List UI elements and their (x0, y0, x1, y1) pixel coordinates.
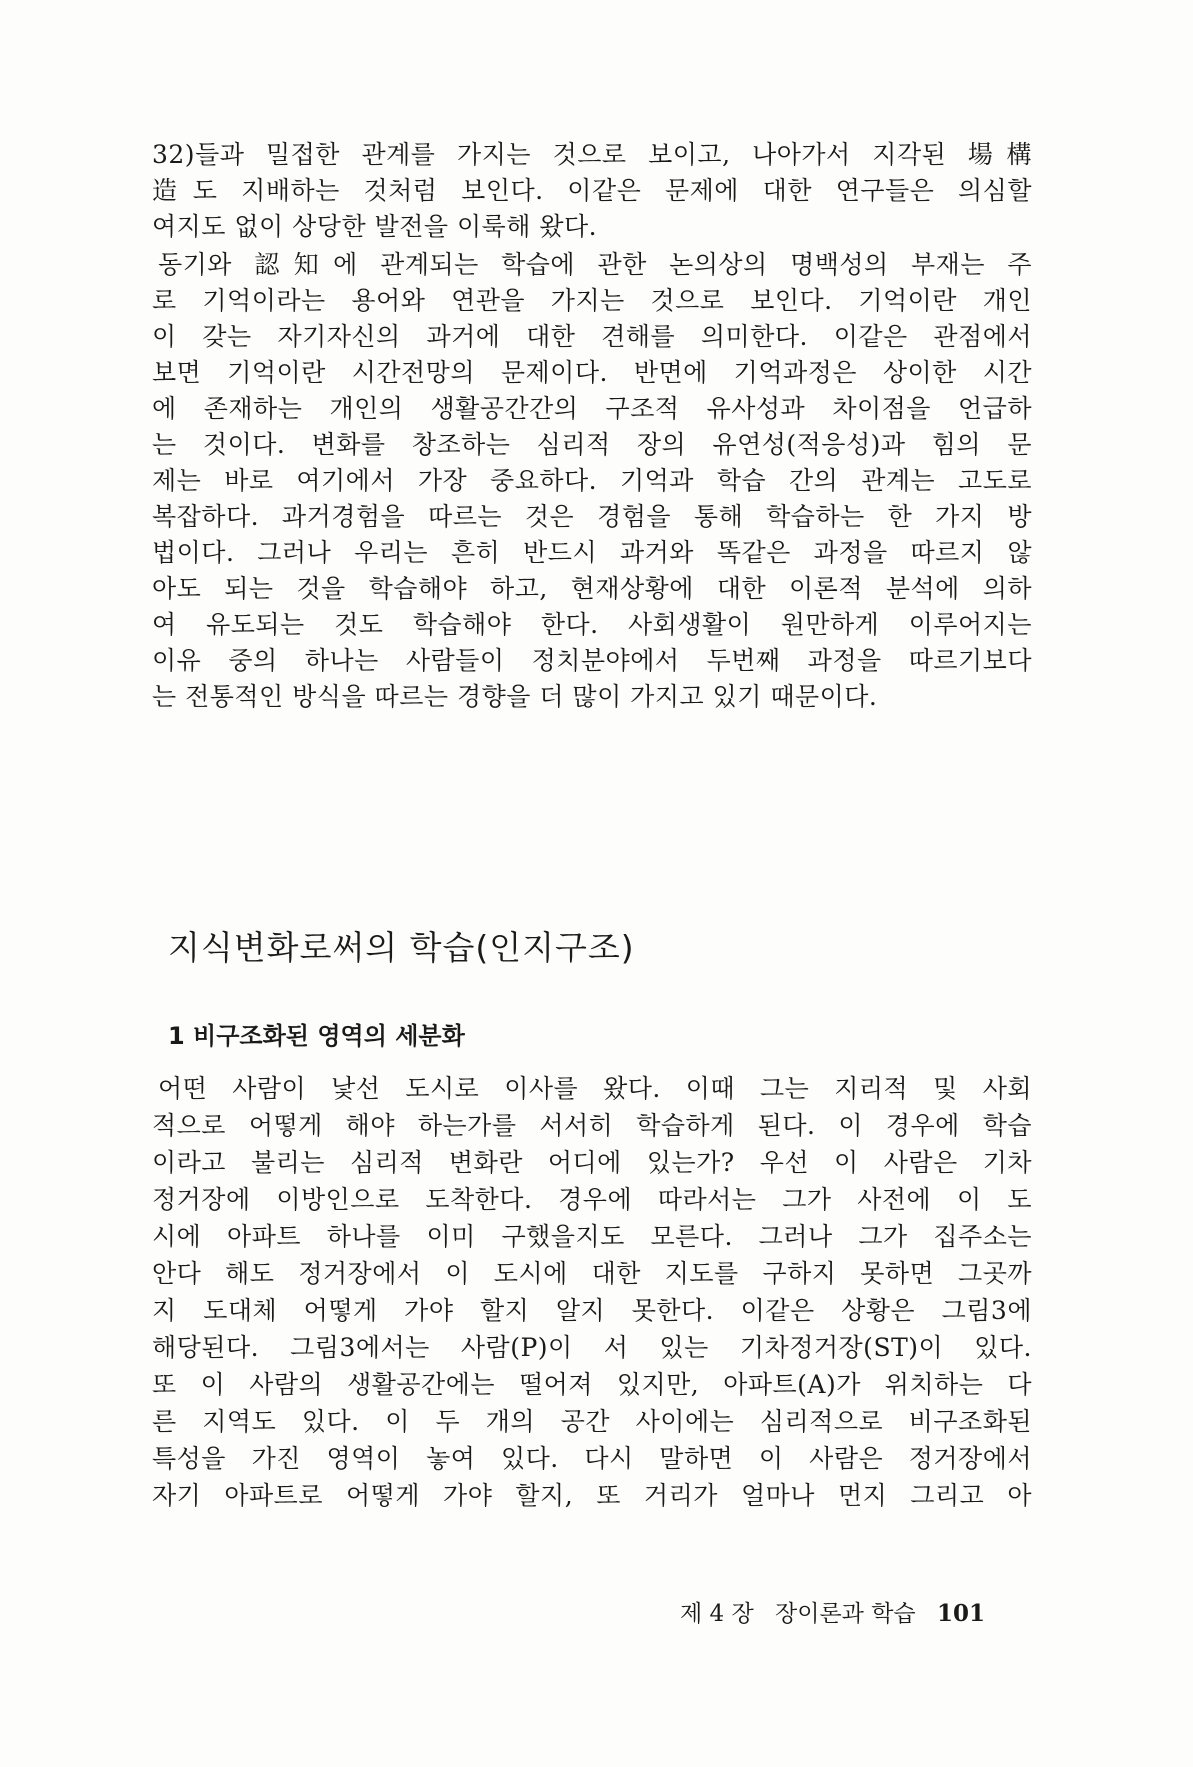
text-line: 정거장에 이방인으로 도착한다. 경우에 따라서는 그가 사전에 이 도 (152, 1185, 1032, 1214)
footer-chapter-title: 장이론과 학습 (775, 1601, 916, 1627)
text-line: 적으로 어떻게 해야 하는가를 서서히 학습하게 된다. 이 경우에 학습 (152, 1111, 1032, 1140)
text-line: 지 도대체 어떻게 가야 할지 알지 못한다. 이같은 상황은 그림3에 (152, 1296, 1032, 1325)
text-line: 이유 중의 하나는 사람들이 정치분야에서 두번째 과정을 따르기보다 (152, 646, 1032, 675)
footer-chapter: 제 4 장 (680, 1601, 754, 1627)
text-line: 시에 아파트 하나를 이미 구했을지도 모른다. 그러나 그가 집주소는 (152, 1222, 1032, 1251)
page-number: 101 (936, 1600, 985, 1627)
text-line: 32)들과 밀접한 관계를 가지는 것으로 보이고, 나아가서 지각된 場構 (152, 140, 1032, 169)
text-line: 보면 기억이란 시간전망의 문제이다. 반면에 기억과정은 상이한 시간 (152, 358, 1032, 387)
text-line: 로 기억이라는 용어와 연관을 가지는 것으로 보인다. 기억이란 개인 (152, 286, 1032, 315)
text-line: 는 것이다. 변화를 창조하는 심리적 장의 유연성(적응성)과 힘의 문 (152, 430, 1032, 459)
text-line: 안다 해도 정거장에서 이 도시에 대한 지도를 구하지 못하면 그곳까 (152, 1259, 1032, 1288)
text-line: 특성을 가진 영역이 놓여 있다. 다시 말하면 이 사람은 정거장에서 (152, 1444, 1032, 1473)
page-footer (680, 1597, 985, 1631)
text-line: 아도 되는 것을 학습해야 하고, 현재상황에 대한 이론적 분석에 의하 (152, 574, 1032, 603)
text-line: 造도 지배하는 것처럼 보인다. 이같은 문제에 대한 연구들은 의심할 (152, 176, 1032, 205)
text-line: 복잡하다. 과거경험을 따르는 것은 경험을 통해 학습하는 한 가지 방 (152, 502, 1032, 531)
text-line: 이라고 불리는 심리적 변화란 어디에 있는가? 우선 이 사람은 기차 (152, 1148, 1032, 1177)
text-line: 이 갖는 자기자신의 과거에 대한 견해를 의미한다. 이같은 관점에서 (152, 322, 1032, 351)
text-line: 여지도 없이 상당한 발전을 이룩해 왔다. (152, 212, 598, 241)
text-line: 어떤 사람이 낯선 도시로 이사를 왔다. 이때 그는 지리적 및 사회 (158, 1074, 1032, 1103)
text-line: 동기와 認知에 관계되는 학습에 관한 논의상의 명백성의 부재는 주 (158, 250, 1032, 279)
text-line: 자기 아파트로 어떻게 가야 할지, 또 거리가 얼마나 먼지 그리고 아 (152, 1481, 1032, 1510)
text-line: 에 존재하는 개인의 생활공간간의 구조적 유사성과 차이점을 언급하 (152, 394, 1032, 423)
text-line: 제는 바로 여기에서 가장 중요하다. 기억과 학습 간의 관계는 고도로 (152, 466, 1032, 495)
text-line: 법이다. 그러나 우리는 흔히 반드시 과거와 똑같은 과정을 따르지 않 (152, 538, 1032, 567)
text-line: 는 전통적인 방식을 따르는 경향을 더 많이 가지고 있기 때문이다. (152, 682, 878, 711)
text-line: 해당된다. 그림3에서는 사람(P)이 서 있는 기차정거장(ST)이 있다. (152, 1333, 1032, 1362)
text-line: 또 이 사람의 생활공간에는 떨어져 있지만, 아파트(A)가 위치하는 다 (152, 1370, 1032, 1399)
text-line: 여 유도되는 것도 학습해야 한다. 사회생활이 원만하게 이루어지는 (152, 610, 1032, 639)
section-heading: 지식변화로써의 학습(인지구조) (168, 928, 635, 968)
text-line: 른 지역도 있다. 이 두 개의 공간 사이에는 심리적으로 비구조화된 (152, 1407, 1032, 1436)
subsection-heading: 1 비구조화된 영역의 세분화 (168, 1022, 465, 1050)
